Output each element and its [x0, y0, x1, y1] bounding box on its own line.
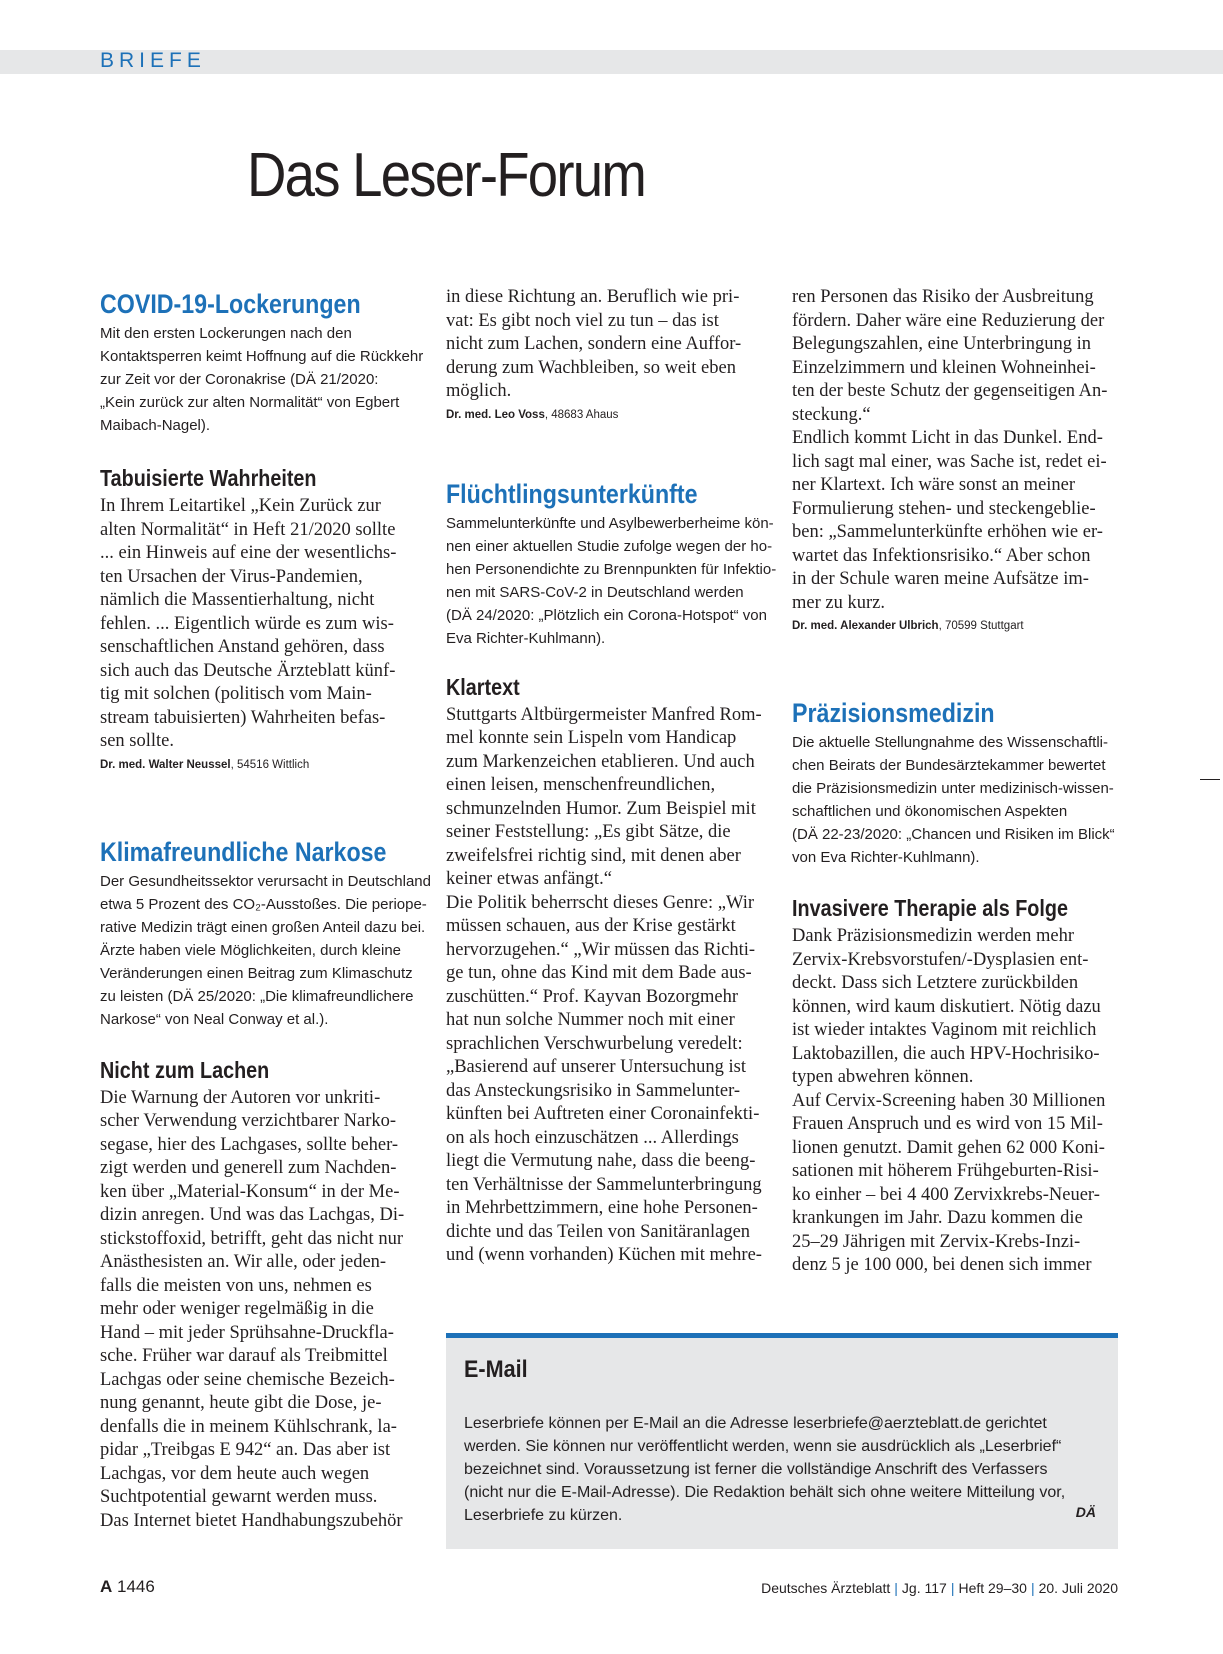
journal-name: Deutsches Ärzteblatt: [761, 1580, 891, 1596]
text-line: Suchtpotential gewarnt werden muss.: [100, 1487, 378, 1507]
text-line: Dank Präzisionsmedizin werden mehr: [792, 926, 1075, 946]
text-line: in der Schule waren meine Aufsätze im-: [792, 569, 1089, 589]
text-line: deckt. Dass sich Letztere zurückbilden: [792, 973, 1079, 993]
text-line: ko einher – bei 4 400 Zervixkrebs-Neuer-: [792, 1184, 1100, 1205]
email-info-box: [446, 1333, 1118, 1549]
column-1: [100, 288, 431, 1533]
text-line: Der Gesundheitssektor verursacht in Deutschland: [100, 872, 431, 890]
text-line: alten Normalität“ in Heft 21/2020 sollte: [100, 519, 396, 540]
author-place: , 70599 Stuttgart: [938, 620, 1024, 632]
text-line: nen mit SARS-CoV-2 in Deutschland werden: [446, 583, 744, 601]
topic-intro-klimafreundliche-narkose: [100, 870, 431, 1031]
journal-date: 20. Juli 2020: [1038, 1580, 1118, 1596]
text-line: scher Verwendung verzichtbarer Narko-: [100, 1111, 397, 1131]
rubric-label: BRIEFE: [100, 49, 206, 72]
text-line: zur Zeit vor der Coronakrise (DÄ 21/2020:: [100, 371, 379, 388]
text-line: seiner Feststellung: „Es gibt Sätze, die: [446, 822, 731, 842]
text-line: ben: „Sammelunterkünfte erhöhen wie er-: [792, 522, 1103, 542]
text-line: von Eva Richter-Kuhlmann).: [792, 849, 980, 866]
text-line: das Ansteckungsrisiko in Sammelunter-: [446, 1080, 741, 1101]
text-line: schmunzelnden Humor. Zum Beispiel mit: [446, 798, 756, 819]
text-line: lionen genutzt. Damit gehen 62 000 Koni-: [792, 1137, 1105, 1158]
text-line: Leserbriefe können per E-Mail an die Adresse leserbriefe@aerzteblatt.de gerichtet: [464, 1415, 1047, 1432]
text-line: denz 5 je 100 000, bei denen sich immer: [792, 1255, 1092, 1275]
text-line: nen einer aktuellen Studie zufolge wegen der ho-: [446, 537, 773, 555]
author-name: Dr. med. Alexander Ulbrich: [792, 620, 939, 632]
text-line: schaftlichen und ökonomischen Aspekten: [792, 803, 1068, 820]
letter-author-neussel: [100, 756, 425, 774]
text-line: hen Personendichte zu Brennpunkten für Infektio-: [446, 560, 777, 578]
text-line: pidar „Treibgas E 942“ an. Das aber ist: [100, 1440, 391, 1460]
text-line: wartet das Infektionsrisiko.“ Aber schon: [792, 545, 1091, 566]
text-line: denfalls die in meinem Kühlschrank, la-: [100, 1416, 397, 1437]
text-line: sationen mit höherem Frühgeburten-Risi-: [792, 1161, 1099, 1181]
text-line: keiner etwas anfängt.“: [446, 869, 612, 889]
text-line: mel konnte sein Lispeln vom Handicap: [446, 728, 737, 748]
topic-heading-klimafreundliche-narkose: Klimafreundliche Narkose: [100, 836, 387, 867]
letter-body-tabuisierte-wahrheiten: [100, 495, 425, 754]
text-line: typen abwehren können.: [792, 1067, 974, 1087]
text-line: tig mit solchen (politisch vom Main-: [100, 684, 372, 704]
text-line: ken über „Material-Konsum“ in der Me-: [100, 1181, 400, 1202]
text-line: „Kein zurück zur alten Normalität“ von Egbert: [100, 394, 400, 411]
letter-title-klartext: Klartext: [446, 673, 520, 700]
text-line: Die aktuelle Stellungnahme des Wissenschaftli-: [792, 734, 1108, 751]
text-line: senschaftlichen Anstand gehören, dass: [100, 637, 385, 657]
text-line: künften bei Auftreten einer Coronainfekti-: [446, 1104, 760, 1124]
text-line: Narkose“ von Neal Conway et al.).: [100, 1010, 329, 1028]
column-3: [792, 286, 1117, 1278]
text-line: Zervix-Krebsvorstufen/-Dysplasien ent-: [792, 949, 1089, 970]
email-box-text: [464, 1412, 1094, 1527]
text-line: nung genannt, heute gibt die Dose, je-: [100, 1393, 382, 1413]
letter-body-klartext-continued: [792, 286, 1117, 615]
text-line: lich sagt mal einer, was Sache ist, redet ei-: [792, 451, 1107, 472]
text-line: ten der beste Schutz der gegenseitigen An-: [792, 381, 1108, 401]
text-line: Endlich kommt Licht in das Dunkel. End-: [792, 428, 1103, 448]
text-line: Kontaktsperren keimt Hoffnung auf die Rückkehr: [100, 348, 424, 365]
text-line: sprachlichen Verschwurbelung veredelt:: [446, 1033, 743, 1054]
text-line: Veränderungen einen Beitrag zum Klimaschutz: [100, 964, 413, 982]
text-line: Laktobazillen, die auch HPV-Hochrisiko-: [792, 1043, 1100, 1064]
text-line: ren Personen das Risiko der Ausbreitung: [792, 287, 1094, 307]
text-line: ... ein Hinweis auf eine der wesentlichs-: [100, 543, 397, 563]
text-line: zigt werden und generell zum Nachden-: [100, 1158, 397, 1178]
text-line: Die Warnung der Autoren vor unkriti-: [100, 1087, 381, 1108]
text-line: Lachgas, vor dem heute auch wegen: [100, 1463, 370, 1484]
text-line: dichte und das Teilen von Sanitäranlagen: [446, 1221, 751, 1242]
topic-intro-covid: [100, 322, 425, 437]
topic-heading-fluechtlingsunterkuenfte: Flüchtlingsunterkünfte: [446, 478, 698, 509]
text-line: Lachgas oder seine chemische Bezeich-: [100, 1369, 395, 1390]
text-line: Das Internet bietet Handhabungszubehör: [100, 1510, 403, 1531]
text-line: mehr oder weniger regelmäßig in die: [100, 1299, 374, 1319]
text-line: einen leisen, menschenfreundlichen,: [446, 775, 716, 795]
journal-volume: Jg. 117: [901, 1580, 947, 1596]
text-line: zuschütten.“ Prof. Kayvan Bozorgmehr: [446, 986, 738, 1007]
text-line: Ärzte haben viele Möglichkeiten, durch kleine: [100, 941, 402, 959]
text-line: Sammelunterkünfte und Asylbewerberheime kön-: [446, 514, 774, 532]
text-line: derung zum Wachbleiben, so weit eben: [446, 357, 736, 378]
topic-heading-covid: COVID-19-Lockerungen: [100, 289, 361, 319]
text-line: und (wenn vorhanden) Küchen mit mehre-: [446, 1245, 762, 1265]
text-line: (nicht nur die E-Mail-Adresse). Die Redaktion behält sich ohne weitere Mitteilung vor,: [464, 1484, 1066, 1501]
text-line: in diese Richtung an. Beruflich wie pri-: [446, 287, 740, 307]
text-line: zweifelsfrei richtig sind, mit denen aber: [446, 845, 741, 866]
text-line: ten Verhältnisse der Sammelunterbringung: [446, 1174, 762, 1195]
topic-heading-praezisionsmedizin: Präzisionsmedizin: [792, 698, 995, 728]
text-line: fehlen. ... Eigentlich würde es zum wis-: [100, 613, 394, 634]
journal-footer: [761, 1580, 1118, 1596]
text-line: können, wird kaum diskutiert. Nötig dazu: [792, 996, 1101, 1017]
text-line: hervorzugehen.“ „Wir müssen das Richti-: [446, 939, 756, 960]
email-box-title: E-Mail: [464, 1356, 528, 1383]
text-line: sen sollte.: [100, 731, 174, 751]
letter-body-nicht-zum-lachen: [100, 1087, 425, 1534]
footer-separator: |: [950, 1580, 955, 1596]
text-line: Frauen Anspruch und es wird von 15 Mil-: [792, 1114, 1103, 1134]
text-line: segase, hier des Lachgases, sollte beher-: [100, 1134, 399, 1155]
text-line: Mit den ersten Lockerungen nach den: [100, 325, 352, 342]
letter-title-invasivere-therapie: Invasivere Therapie als Folge: [792, 895, 1068, 921]
text-line: Hand – mit jeder Sprühsahne-Druckfla-: [100, 1322, 394, 1343]
text-line: ner Klartext. Ich wäre sonst an meiner: [792, 475, 1076, 495]
text-line: on als hoch einzuschätzen ... Allerdings: [446, 1127, 739, 1148]
text-line: mer zu kurz.: [792, 592, 885, 613]
letter-author-ulbrich: [792, 617, 1117, 635]
text-line: liegt die Vermutung nahe, dass die beeng-: [446, 1151, 756, 1171]
column-2: [446, 286, 777, 1268]
page-number: 1446: [117, 1577, 155, 1596]
text-line: sche. Früher war darauf als Treibmittel: [100, 1346, 388, 1366]
text-line: falls die meisten von uns, nehmen es: [100, 1275, 372, 1296]
text-line: rative Medizin trägt einen großen Anteil dazu bei.: [100, 918, 426, 936]
text-line: müssen schauen, aus der Krise gestärkt: [446, 916, 736, 936]
text-line: ge tun, ohne das Kind mit dem Bade aus-: [446, 963, 752, 983]
text-line: die Präzisionsmedizin unter medizinisch-wissen-: [792, 780, 1114, 797]
text-line: zu leisten (DÄ 25/2020: „Die klimafreundlichere: [100, 987, 414, 1005]
journal-issue: Heft 29–30: [958, 1580, 1027, 1596]
margin-tick: [1200, 779, 1220, 780]
topic-intro-fluechtlingsunterkuenfte: [446, 512, 777, 650]
text-line: In Ihrem Leitartikel „Kein Zurück zur: [100, 496, 381, 516]
author-name: Dr. med. Walter Neussel: [100, 758, 231, 771]
text-line: etwa 5 Prozent des CO₂-Ausstoßes. Die periope-: [100, 895, 427, 913]
text-line: sich auch das Deutsche Ärzteblatt künf-: [100, 660, 396, 681]
footer-separator: |: [1030, 1580, 1035, 1596]
author-name: Dr. med. Leo Voss: [446, 408, 545, 421]
text-line: zum Markenzeichen etablieren. Und auch: [446, 751, 755, 772]
email-box-signature: DÄ: [1075, 1504, 1096, 1520]
text-line: Eva Richter-Kuhlmann).: [446, 629, 606, 647]
letter-body-invasivere-therapie: [792, 925, 1117, 1278]
text-line: Stuttgarts Altbürgermeister Manfred Rom-: [446, 704, 762, 725]
text-line: Einzelzimmern und kleinen Wohneinhei-: [792, 357, 1096, 378]
text-line: werden. Sie können nur veröffentlicht werden, wenn sie ausdrücklich als „Leserbrief“: [464, 1438, 1062, 1455]
author-place: , 48683 Ahaus: [544, 408, 619, 421]
page-title: Das Leser-Forum: [247, 141, 646, 210]
text-line: stream tabuisierten) Wahrheiten befas-: [100, 707, 386, 728]
text-line: (DÄ 24/2020: „Plötzlich ein Corona-Hotspot“ von: [446, 606, 767, 624]
text-line: Belegungszahlen, eine Unterbringung in: [792, 334, 1091, 354]
letter-title-tabuisierte-wahrheiten: Tabuisierte Wahrheiten: [100, 465, 317, 491]
letter-author-voss: [446, 406, 771, 424]
text-line: vat: Es gibt noch viel zu tun – das ist: [446, 310, 719, 331]
text-line: (DÄ 22-23/2020: „Chancen und Risiken im Blick“: [792, 826, 1115, 843]
text-line: nicht zum Lachen, sondern eine Auffor-: [446, 334, 742, 354]
letter-title-nicht-zum-lachen: Nicht zum Lachen: [100, 1056, 270, 1083]
text-line: 25–29 Jährigen mit Zervix-Krebs-Inzi-: [792, 1231, 1081, 1252]
text-line: Auf Cervix-Screening haben 30 Millionen: [792, 1090, 1106, 1111]
text-line: bezeichnet sind. Voraussetzung ist ferner die vollständige Anschrift des Verfassers: [464, 1461, 1048, 1478]
text-line: möglich.: [446, 381, 512, 401]
text-line: Formulierung stehen- und steckengeblie-: [792, 498, 1096, 519]
text-line: chen Beirats der Bundesärztekammer bewertet: [792, 757, 1106, 774]
text-line: fördern. Daher wäre eine Reduzierung der: [792, 310, 1105, 331]
text-line: nämlich die Massentierhaltung, nicht: [100, 590, 375, 610]
text-line: stickstoffoxid, betrifft, geht das nicht nur: [100, 1228, 403, 1249]
text-line: Die Politik beherrscht dieses Genre: „Wir: [446, 892, 755, 913]
text-line: Leserbriefe zu kürzen.: [464, 1507, 623, 1524]
text-line: hat nun solche Nummer noch mit einer: [446, 1010, 735, 1030]
text-line: steckung.“: [792, 404, 871, 425]
letter-body-nicht-zum-lachen-continued: [446, 286, 771, 404]
text-line: Maibach-Nagel).: [100, 417, 211, 434]
text-line: ten Ursachen der Virus-Pandemien,: [100, 566, 363, 587]
page-folio: [100, 1577, 155, 1597]
text-line: ist wieder intaktes Vaginom mit reichlich: [792, 1020, 1097, 1040]
text-line: krankungen im Jahr. Dazu kommen die: [792, 1208, 1083, 1228]
text-line: „Basierend auf unserer Untersuchung ist: [446, 1057, 747, 1077]
topic-intro-praezisionsmedizin: [792, 731, 1117, 869]
folio-prefix: A: [100, 1577, 113, 1596]
text-line: dizin anregen. Und was das Lachgas, Di-: [100, 1205, 405, 1225]
text-line: in Mehrbettzimmern, eine hohe Personen-: [446, 1198, 758, 1218]
footer-separator: |: [894, 1580, 898, 1596]
letter-body-klartext: [446, 704, 771, 1268]
text-line: Anästhesisten an. Wir alle, oder jeden-: [100, 1252, 387, 1272]
author-place: , 54516 Wittlich: [230, 758, 310, 771]
